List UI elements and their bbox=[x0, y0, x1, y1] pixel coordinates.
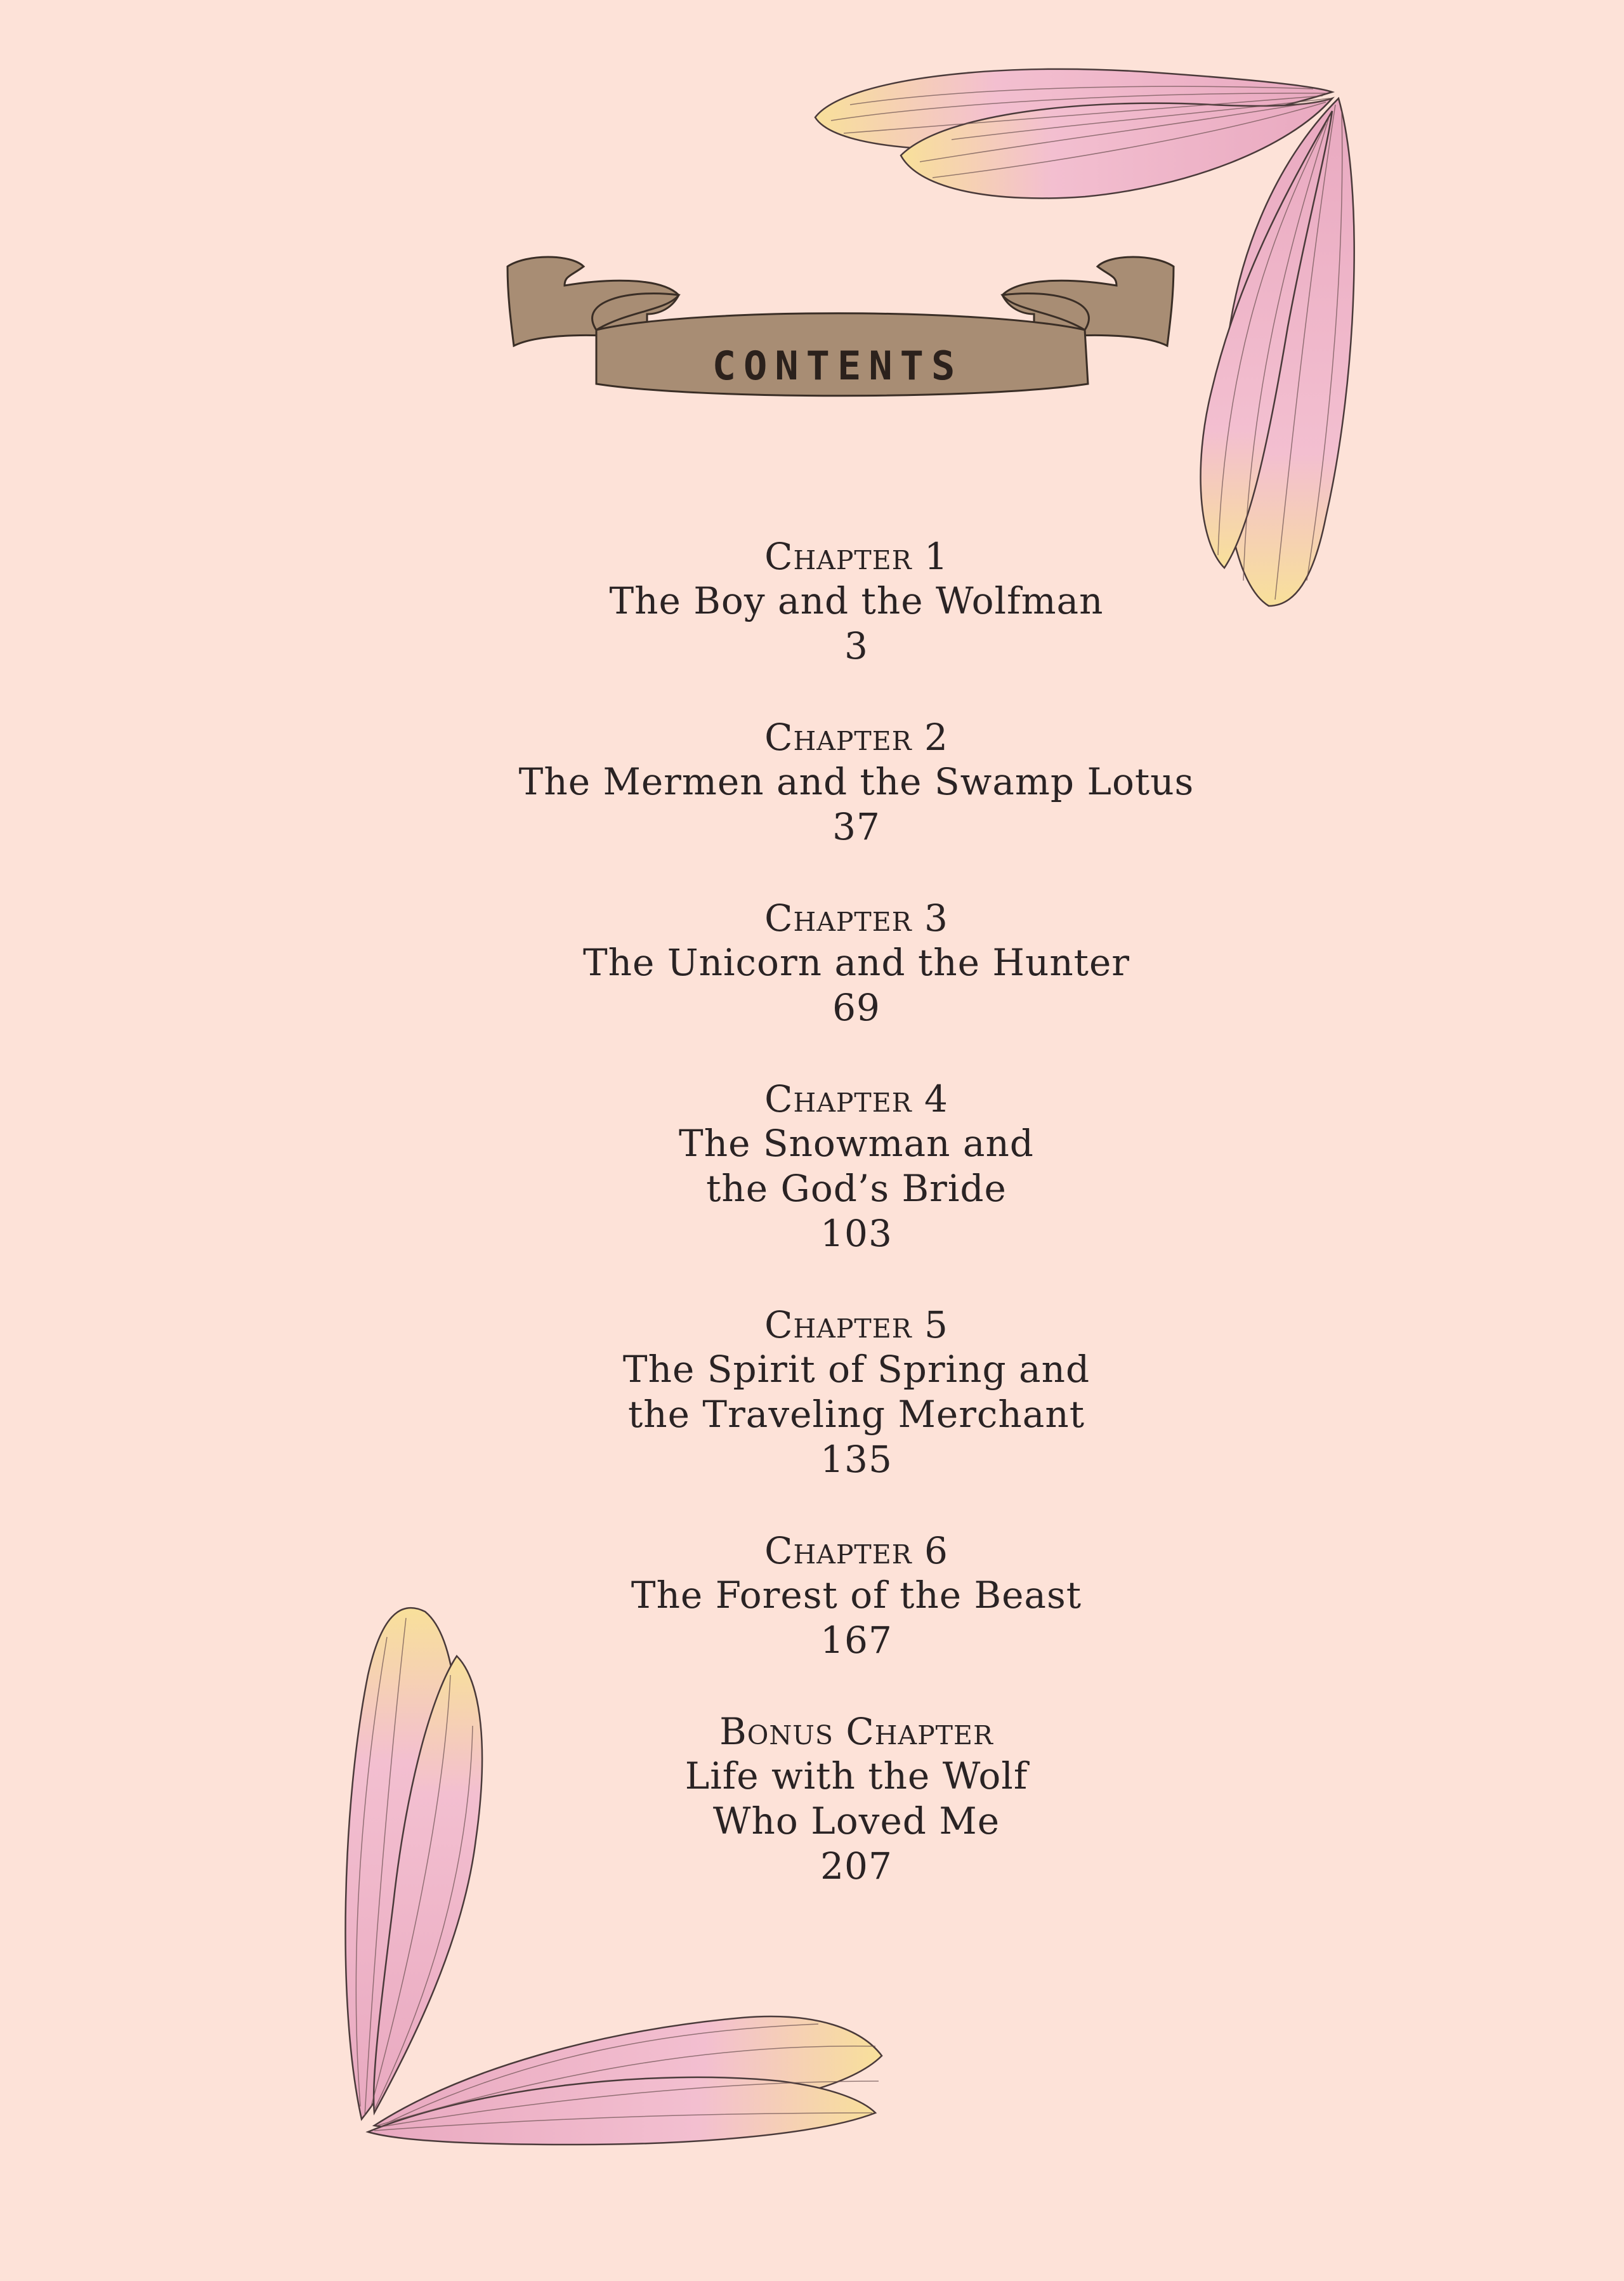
chapter-label: Bonus Chapter bbox=[719, 1710, 993, 1753]
chapter-page-number: 37 bbox=[832, 805, 881, 848]
ribbon-banner-icon bbox=[501, 251, 1180, 416]
contents-title: CONTENTS bbox=[712, 343, 963, 389]
chapter-title: The Spirit of Spring and the Traveling Merchant bbox=[622, 1348, 1090, 1436]
chapter-title: The Forest of the Beast bbox=[631, 1574, 1082, 1617]
chapter-label: Chapter 5 bbox=[764, 1303, 948, 1346]
toc-entry-chapter-5[interactable] bbox=[381, 1303, 1332, 1482]
toc-entry-chapter-2[interactable] bbox=[381, 715, 1332, 850]
chapter-label: Chapter 1 bbox=[764, 535, 948, 578]
toc-entry-bonus-chapter[interactable] bbox=[381, 1709, 1332, 1889]
chapter-label: Chapter 3 bbox=[764, 897, 948, 940]
chapter-label: Chapter 2 bbox=[764, 716, 948, 759]
chapter-label: Chapter 4 bbox=[764, 1077, 948, 1121]
chapter-title: The Mermen and the Swamp Lotus bbox=[518, 760, 1195, 803]
chapter-page-number: 103 bbox=[820, 1212, 893, 1255]
toc-entry-chapter-3[interactable] bbox=[381, 896, 1332, 1030]
chapter-label: Chapter 6 bbox=[764, 1529, 948, 1572]
table-of-contents bbox=[381, 534, 1332, 1935]
toc-entry-chapter-6[interactable] bbox=[381, 1528, 1332, 1663]
toc-entry-chapter-4[interactable] bbox=[381, 1077, 1332, 1256]
chapter-page-number: 135 bbox=[820, 1438, 893, 1481]
chapter-title: The Boy and the Wolfman bbox=[609, 579, 1104, 622]
chapter-title: The Unicorn and the Hunter bbox=[582, 941, 1130, 984]
chapter-page-number: 207 bbox=[820, 1844, 893, 1888]
chapter-title: Life with the Wolf Who Loved Me bbox=[684, 1754, 1028, 1843]
chapter-title: The Snowman and the God’s Bride bbox=[679, 1122, 1034, 1210]
toc-entry-chapter-1[interactable] bbox=[381, 534, 1332, 669]
chapter-page-number: 69 bbox=[832, 986, 881, 1029]
chapter-page-number: 167 bbox=[820, 1619, 893, 1662]
chapter-page-number: 3 bbox=[844, 624, 868, 667]
